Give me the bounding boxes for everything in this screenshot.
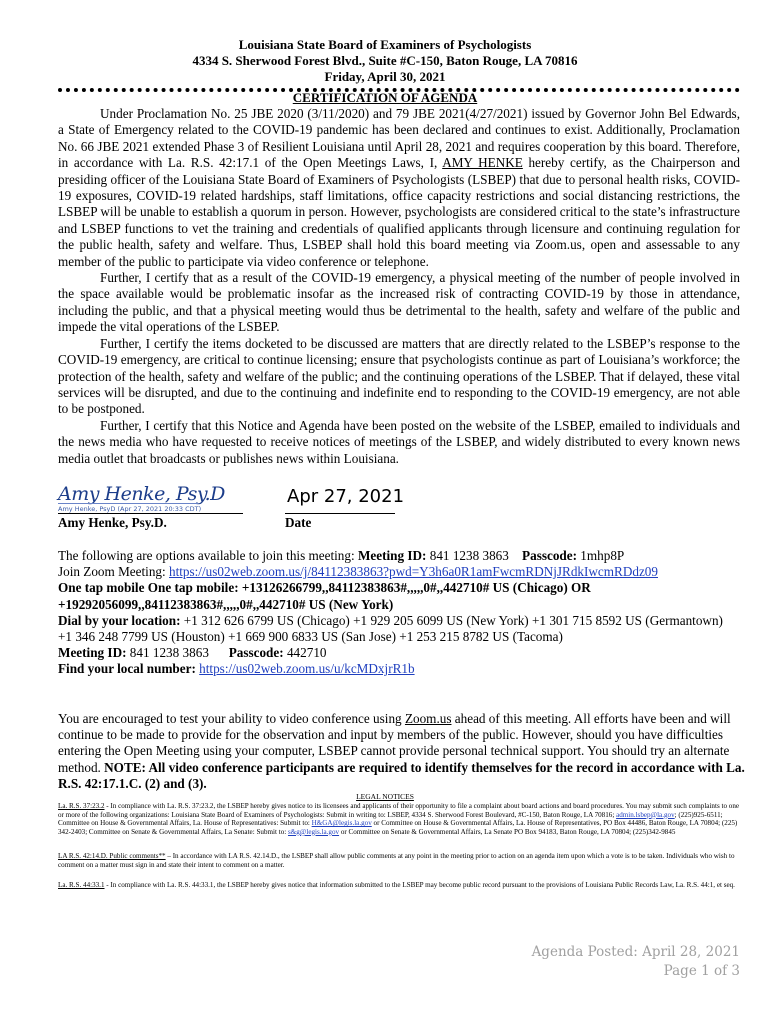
paragraph-1-text-a: Under Proclamation No. 25 JBE 2020 (3/11/2020) and 79 JBE 2021(4/27/2021) issued by Governor John Bel Edwards, a State of Emergency related to the COVID-19 pandemic has been declared and continues to exist. Additionally, Proclamation No. 66 JBE 2021 extended Phase 3 of Resilient Louisiana until April 28, 2021 and requires cooperation by this board. Therefore, in accordance with La. R.S. 42:17.1 of the Open Meetings Laws, I, bbox=[58, 106, 740, 171]
find-number-link[interactable]: https://us02web.zoom.us/u/kcMDxjrR1b bbox=[199, 661, 415, 677]
zoom-info bbox=[58, 548, 748, 678]
certification-title: CERTIFICATION OF AGENDA bbox=[292, 90, 478, 105]
encourage-paragraph bbox=[58, 711, 748, 792]
passcode-2: 442710 bbox=[283, 645, 327, 661]
admin-email-link[interactable]: admin.lsbep@la.gov bbox=[616, 810, 675, 819]
hga-email-link[interactable]: H&GA@legis.la.gov bbox=[311, 819, 372, 828]
legal-text-1b: ; (225)925-6511; Committee on House & Governmental Affairs, La. House of Representatives: Submit to: bbox=[58, 810, 723, 828]
paragraph-1 bbox=[58, 106, 740, 270]
signature-stamp: Amy Henke, PsyD (Apr 27, 2021 20:33 CDT) bbox=[58, 505, 202, 513]
paragraph-3: Further, I certify the items docketed to be discussed are matters that are directly related to the LSBEP’s response to the COVID-19 emergency, are critical to continue licensing; ensure that psychologists continue as part of Louisiana’s workforce; the protection of the health, safety and welfare of the public; and the continuing operations of the LSBEP. That if delayed, these vital services will be disrupted, and due to the continuing and indefinite end to responding to the COVID-19 emergency, are not able to be postponed. bbox=[58, 335, 740, 417]
legal-notice-1 bbox=[58, 802, 740, 836]
legal-ref-2: LA R.S. 42:14.D. Public comments** bbox=[58, 852, 166, 860]
passcode: 1mhp8P bbox=[577, 548, 625, 563]
handwritten-signature: Amy Henke, Psy.D bbox=[58, 483, 225, 505]
signature-underline bbox=[58, 503, 198, 504]
signer-name: Amy Henke, Psy.D. bbox=[58, 515, 167, 530]
legal-ref-1: La. R.S. 37:23.2 bbox=[58, 802, 105, 810]
encourage-text-a: You are encouraged to test your ability to video conference using bbox=[58, 711, 405, 726]
paragraph-1-text-b: hereby certify, as the Chairperson and presiding officer of the Louisiana State Board of Examiners of Psychologists (LSBEP) that due to personal health risks, COVID-19 exposures, COVID-19 related hardships, staff limitations, office capacity restrictions and social distancing restrictions, the LSBEP will be unable to establish a quorum in person. However, psychologists are considered critical to the state’s infrastructure and LSBEP functions to vet the training and credentials of qualified applicants through licensure and continuing regulation for the public health, safety and welfare. Thus, LSBEP shall hold this board meeting via Zoom.us, open and assessable to any member of the public to participate via video conference or telephone. bbox=[58, 155, 741, 269]
legal-text-2: – In accordance with LA R.S. 42.14.D., the LSBEP shall allow public comments at any point in the meeting prior to action on an agenda item upon which a vote is to be taken. Individuals who wish to comment on a matter must sign in and state their intent to comment on a matter. bbox=[58, 852, 735, 869]
legal-text-1d: or Committee on Senate & Governmental Affairs, La Senate PO Box 94183, Baton Rouge, LA 70804; (225)342-9845 bbox=[339, 827, 676, 836]
find-number-line bbox=[58, 661, 748, 677]
board-name: Louisiana State Board of Examiners of Psychologists bbox=[238, 37, 532, 52]
paragraph-4: Further, I certify that this Notice and Agenda have been posted on the website of the LSBEP, emailed to individuals and the news media who have requested to receive notices of meetings of the LSBEP, and widely distributed to every known news media outlet that broadcasts or publishes news within Louisiana. bbox=[58, 417, 740, 466]
one-tap-mobile: One tap mobile One tap mobile: +13126266799,,84112383863#,,,,,0#,,442710# US (Chicago) OR +19292056099,,84112383863#,,,,,0#,,442710# US (New York) bbox=[58, 580, 591, 612]
passcode-label-2: Passcode: bbox=[228, 645, 284, 661]
meeting-date: Friday, April 30, 2021 bbox=[324, 69, 446, 84]
legal-text-3: - In compliance with La. R.S. 44:33.1, the LSBEP hereby gives notice that information submitted to the LSBEP may become public record pursuant to the provisions of Louisiana Public Records Law, La. R.S. 44:1, et seq. bbox=[104, 881, 735, 889]
legal-text-1c: or Committee on House & Governmental Affairs, La. House of Representatives, PO Box 44486, Baton Rouge, LA 70804; (225) 342-2403; Committee on Senate & Governmental Affairs, La Senate: Submit to: bbox=[58, 819, 738, 836]
join-line bbox=[58, 564, 748, 580]
find-number-label: Find your local number: bbox=[58, 661, 200, 677]
date-line bbox=[285, 513, 395, 514]
dial-line-1 bbox=[58, 613, 748, 629]
meeting-id-label: Meeting ID: bbox=[357, 548, 427, 563]
zoom-us-link[interactable]: Zoom.us bbox=[404, 711, 452, 726]
zoom-intro: The following are options available to join this meeting: bbox=[58, 548, 358, 563]
sg-email-link[interactable]: s&g@legis.la.gov bbox=[287, 827, 340, 836]
encourage-text-b: ahead of this meeting. All efforts have been and will continue to be made to provide for the observation and input by members of the public. However, should you have difficulties entering the Open Meeting using your computer, LSBEP cannot provide personal technical support. You should try an alternate method. bbox=[58, 711, 731, 775]
dial-label: Dial by your location: bbox=[58, 612, 181, 628]
page-number: Page 1 of 3 bbox=[663, 963, 740, 979]
agenda-posted: Agenda Posted: April 28, 2021 bbox=[531, 944, 740, 960]
legal-ref-3: La. R.S. 44:33.1 bbox=[58, 881, 105, 889]
paragraph-2: Further, I certify that as a result of the COVID-19 emergency, a physical meeting of the number of people involved in the space available would be problematic insofar as the increased risk of contracting COVID-19 by those in attendance, including the public, and that a physical meeting would thus be detrimental to the health, safety and welfare of the public and impede the vital operations of the LSBEP. bbox=[58, 270, 740, 335]
legal-notice-2 bbox=[58, 852, 740, 869]
legal-notice-3 bbox=[58, 881, 740, 890]
board-address: 4334 S. Sherwood Forest Blvd., Suite #C-150, Baton Rouge, LA 70816 bbox=[192, 53, 578, 68]
signature-date: Apr 27, 2021 bbox=[287, 486, 405, 507]
join-label: Join Zoom Meeting: bbox=[58, 564, 169, 580]
meeting-id-2: 841 1238 3863 bbox=[126, 645, 209, 661]
legal-text-1a: - In compliance with La. R.S. 37:23.2, the LSBEP hereby gives notice to its licensees and applicants of their opportunity to file a complaint about board actions and board procedures. You may submit such complaints to one or more of the following organizations: Louisiana State Board of Examiners of Psychologists: Submit in writing to: LSBEP, 4334 S. Sherwood Forest Boulevard, #C-150, Baton Rouge, LA 70816; bbox=[58, 802, 740, 819]
zoom-intro-line bbox=[58, 548, 748, 564]
meeting-id-line bbox=[58, 645, 748, 661]
certification-body bbox=[58, 106, 740, 467]
join-zoom-link[interactable]: https://us02web.zoom.us/j/84112383863?pwd=Y3h6a0R1amFwcmRDNjJRdkIwcmRDdz09 bbox=[169, 564, 658, 580]
meeting-id-label-2: Meeting ID: bbox=[58, 645, 127, 661]
meeting-id: 841 1238 3863 bbox=[426, 548, 509, 563]
chairperson-name: AMY HENKE bbox=[442, 155, 523, 171]
legal-notices-heading: LEGAL NOTICES bbox=[356, 792, 414, 801]
date-label: Date bbox=[285, 515, 312, 530]
signature-line bbox=[58, 513, 243, 514]
encourage-note: NOTE: All video conference participants are required to identify themselves for the record in accordance with La. R.S. 42:17.1.C. (2) and (3). bbox=[58, 759, 745, 791]
dial-numbers-1: +1 312 626 6799 US (Chicago) +1 929 205 6099 US (New York) +1 301 715 8592 US (Germantown) bbox=[180, 612, 723, 628]
dial-line-2: +1 346 248 7799 US (Houston) +1 669 900 6833 US (San Jose) +1 253 215 8782 US (Tacoma) bbox=[58, 629, 563, 645]
passcode-label: Passcode: bbox=[522, 548, 577, 563]
